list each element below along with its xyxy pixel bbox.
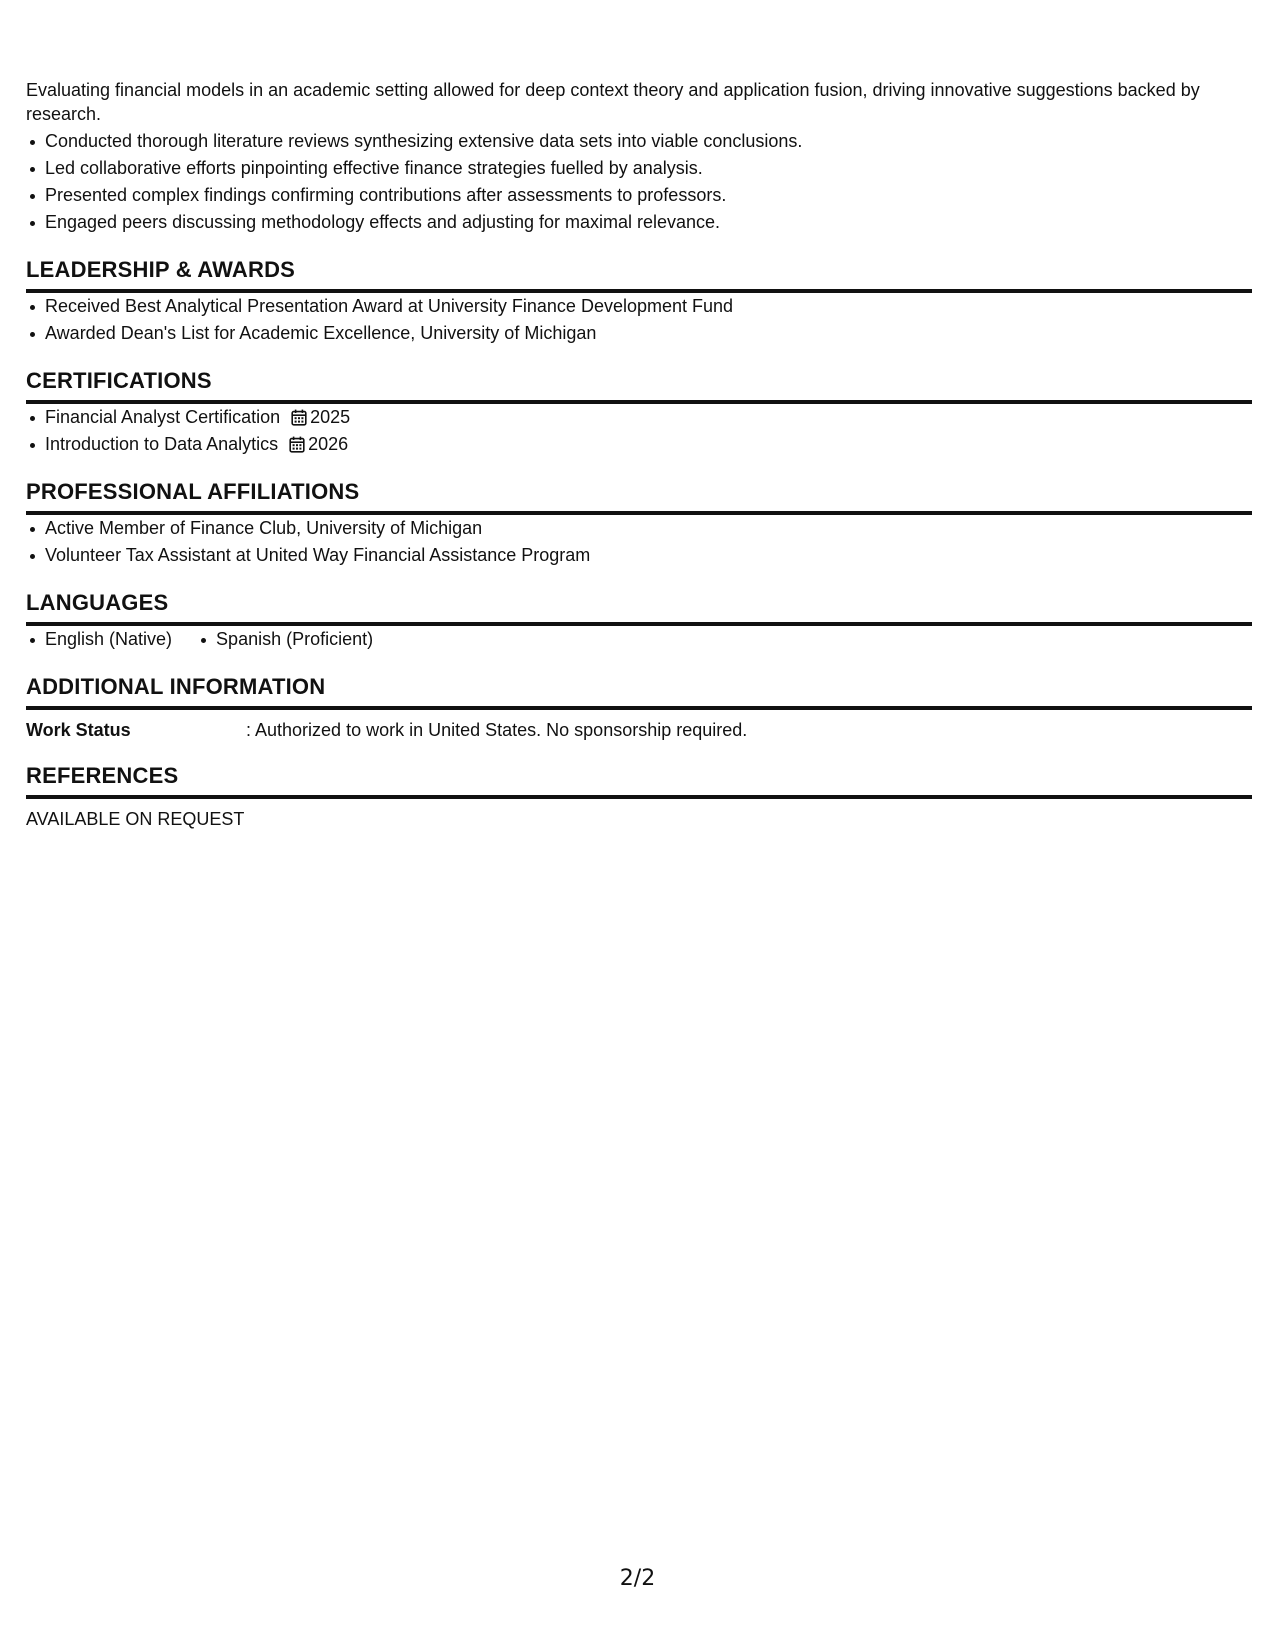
- section-title-references: REFERENCES: [26, 762, 1252, 799]
- list-item: Led collaborative efforts pinpointing effective finance strategies fuelled by analysis.: [45, 155, 1252, 182]
- list-item: Volunteer Tax Assistant at United Way Financial Assistance Program: [45, 542, 1252, 569]
- section-title-languages: LANGUAGES: [26, 589, 1252, 626]
- calendar-icon: [289, 436, 305, 453]
- section-title-affiliations: PROFESSIONAL AFFILIATIONS: [26, 478, 1252, 515]
- intro-paragraph: Evaluating financial models in an academic setting allowed for deep context theory and application fusion, driving innovative suggestions backed by research.: [26, 80, 1200, 124]
- section-certifications: [26, 367, 1252, 458]
- language-item: Spanish (Proficient): [216, 626, 373, 653]
- list-item: Active Member of Finance Club, University of Michigan: [45, 515, 1252, 542]
- resume-page-content: [26, 78, 1252, 831]
- page-number: 2/2: [619, 1566, 656, 1591]
- certification-year: 2026: [308, 434, 349, 454]
- work-status-row: [26, 718, 1252, 742]
- certifications-list: [26, 404, 1252, 458]
- list-item: [45, 431, 1252, 458]
- section-title-leadership: LEADERSHIP & AWARDS: [26, 256, 1252, 293]
- section-title-certifications: CERTIFICATIONS: [26, 367, 1252, 404]
- list-item: [45, 404, 1252, 431]
- section-additional-information: [26, 673, 1252, 742]
- references-text: AVAILABLE ON REQUEST: [26, 809, 245, 829]
- list-item: Engaged peers discussing methodology effects and adjusting for maximal relevance.: [45, 209, 1252, 236]
- certification-year: 2025: [310, 407, 351, 427]
- section-professional-affiliations: [26, 478, 1252, 569]
- languages-list: [26, 626, 1252, 653]
- leadership-list: [26, 293, 1252, 347]
- calendar-icon: [291, 409, 307, 426]
- certification-date: [289, 431, 348, 458]
- list-item: Conducted thorough literature reviews synthesizing extensive data sets into viable conclusions.: [45, 128, 1252, 155]
- certification-name: Financial Analyst Certification: [45, 407, 281, 427]
- affiliations-list: [26, 515, 1252, 569]
- list-item: Received Best Analytical Presentation Award at University Finance Development Fund: [45, 293, 1252, 320]
- section-title-additional: ADDITIONAL INFORMATION: [26, 673, 1252, 710]
- list-item: Awarded Dean's List for Academic Excellence, University of Michigan: [45, 320, 1252, 347]
- certification-date: [291, 404, 350, 431]
- list-item: Presented complex findings confirming contributions after assessments to professors.: [45, 182, 1252, 209]
- work-status-value: : Authorized to work in United States. No sponsorship required.: [246, 720, 748, 740]
- language-item: English (Native): [45, 626, 172, 653]
- certification-row: [45, 431, 348, 458]
- intro-bullet-list: [26, 128, 1252, 236]
- section-languages: [26, 589, 1252, 653]
- certification-row: [45, 404, 350, 431]
- section-leadership-awards: [26, 256, 1252, 347]
- section-references: [26, 762, 1252, 831]
- work-status-label: Work Status: [26, 720, 131, 740]
- certification-name: Introduction to Data Analytics: [45, 434, 279, 454]
